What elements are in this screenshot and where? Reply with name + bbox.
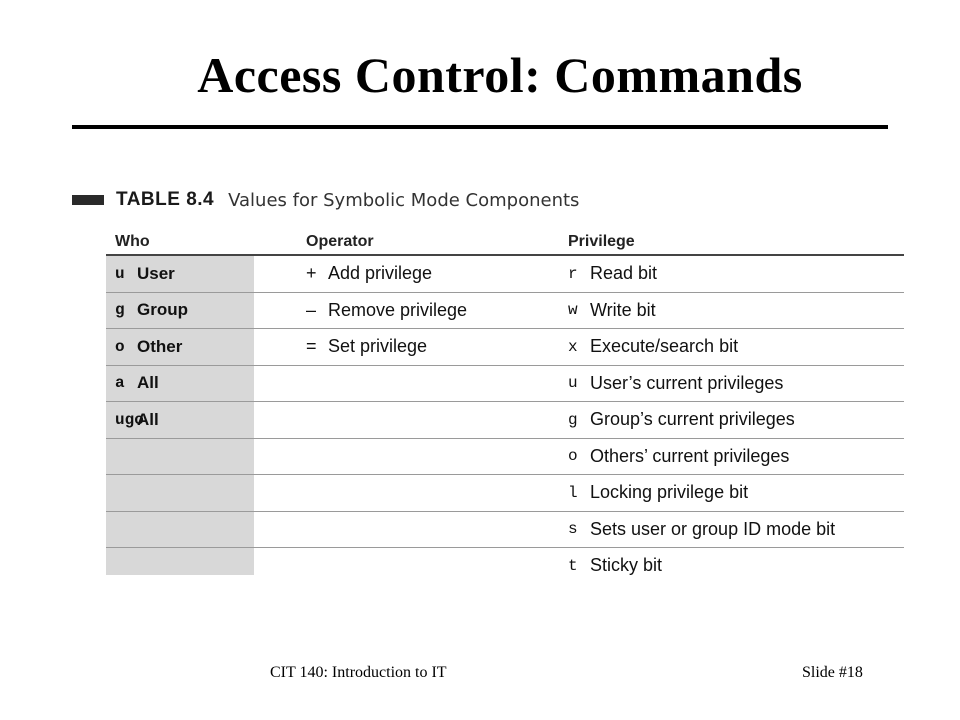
- who-cell: [115, 329, 182, 365]
- privilege-code: g: [568, 410, 578, 429]
- table-row: [106, 439, 904, 476]
- table-row: [106, 293, 904, 330]
- header-privilege: Privilege: [568, 233, 635, 250]
- symbolic-mode-table: [106, 227, 904, 584]
- table-body: [106, 256, 904, 584]
- privilege-text: Group’s current privileges: [590, 409, 795, 430]
- privilege-cell: [568, 439, 789, 475]
- privilege-text: Sticky bit: [590, 555, 663, 576]
- privilege-text: Sets user or group ID mode bit: [590, 518, 836, 539]
- privilege-cell: [568, 475, 748, 511]
- operator-symbol: =: [306, 336, 317, 357]
- who-cell: [115, 293, 188, 329]
- privilege-cell: [568, 329, 738, 365]
- operator-symbol: +: [306, 263, 317, 284]
- operator-text: Remove privilege: [328, 299, 468, 320]
- who-cell: [115, 475, 137, 511]
- who-cell: [115, 402, 159, 438]
- operator-cell: [306, 475, 328, 511]
- who-text: All: [137, 409, 159, 429]
- table-label: TABLE 8.4: [116, 189, 215, 210]
- privilege-cell: [568, 366, 783, 402]
- operator-cell: [306, 366, 328, 402]
- operator-cell: [306, 402, 328, 438]
- who-text: All: [137, 373, 159, 393]
- privilege-code: o: [568, 447, 578, 466]
- who-code: g: [115, 301, 125, 320]
- table-row: [106, 329, 904, 366]
- operator-cell: [306, 439, 328, 475]
- privilege-cell: [568, 548, 662, 584]
- privilege-text: Write bit: [590, 299, 656, 320]
- operator-cell: [306, 512, 328, 548]
- footer-course: CIT 140: Introduction to IT: [270, 664, 447, 681]
- privilege-text: Others’ current privileges: [590, 445, 790, 466]
- privilege-code: x: [568, 337, 578, 356]
- who-code: ugo: [115, 410, 144, 429]
- privilege-code: w: [568, 301, 578, 320]
- operator-cell: [306, 293, 467, 329]
- privilege-text: Execute/search bit: [590, 336, 739, 357]
- header-who: Who: [115, 233, 150, 250]
- privilege-code: u: [568, 374, 578, 393]
- privilege-code: s: [568, 520, 578, 539]
- who-cell: [115, 256, 175, 292]
- table-row: [106, 548, 904, 584]
- privilege-cell: [568, 293, 656, 329]
- operator-symbol: –: [306, 299, 317, 320]
- privilege-text: Read bit: [590, 263, 658, 284]
- table-header: [106, 227, 904, 256]
- table-row: [106, 475, 904, 512]
- privilege-code: t: [568, 556, 578, 575]
- privilege-cell: [568, 256, 657, 292]
- privilege-code: l: [568, 483, 578, 502]
- who-text: Other: [137, 336, 183, 356]
- who-code: u: [115, 264, 125, 283]
- operator-text: Add privilege: [328, 263, 433, 284]
- who-code: a: [115, 374, 125, 393]
- caption-marker: [72, 195, 104, 205]
- title-underline: [72, 125, 888, 129]
- operator-text: Set privilege: [328, 336, 428, 357]
- table-caption-text: Values for Symbolic Mode Components: [228, 189, 580, 211]
- privilege-cell: [568, 402, 795, 438]
- privilege-code: r: [568, 264, 578, 283]
- operator-cell: [306, 548, 328, 584]
- table-row: [106, 256, 904, 293]
- table-caption: [72, 186, 579, 214]
- who-code: o: [115, 337, 125, 356]
- who-cell: [115, 548, 137, 584]
- footer-slide-number: Slide #18: [802, 664, 863, 681]
- operator-cell: [306, 329, 427, 365]
- privilege-text: Locking privilege bit: [590, 482, 749, 503]
- header-operator: Operator: [306, 233, 374, 250]
- who-text: User: [137, 263, 175, 283]
- table-row: [106, 512, 904, 549]
- privilege-cell: [568, 512, 835, 548]
- slide-title: Access Control: Commands: [197, 47, 803, 103]
- who-cell: [115, 366, 159, 402]
- table-row: [106, 402, 904, 439]
- who-cell: [115, 439, 137, 475]
- privilege-text: User’s current privileges: [590, 372, 784, 393]
- who-text: Group: [137, 300, 188, 320]
- operator-cell: [306, 256, 432, 292]
- who-cell: [115, 512, 137, 548]
- table-row: [106, 366, 904, 403]
